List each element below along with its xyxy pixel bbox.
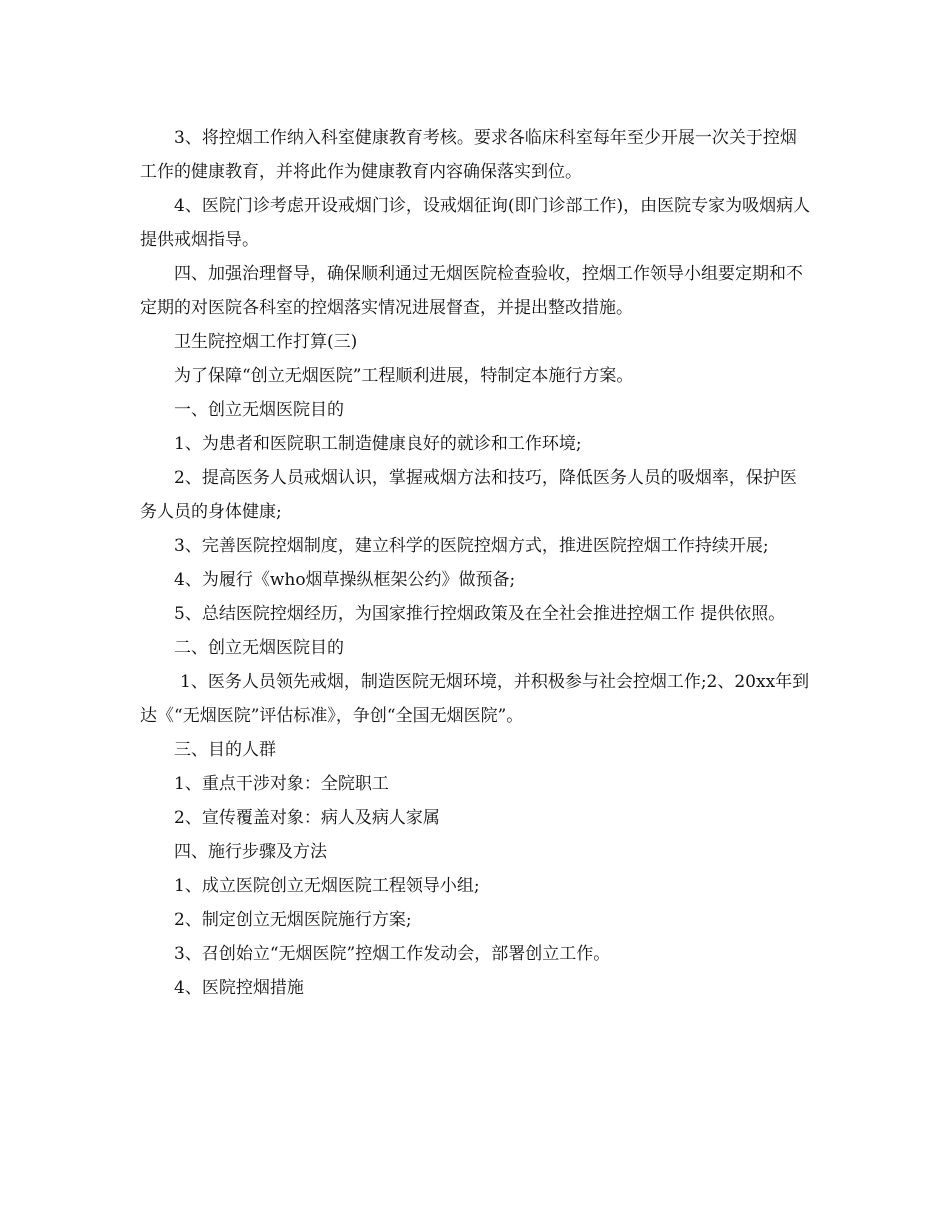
list-item: 4、为履行《who烟草操纵框架公约》做预备; [174, 570, 516, 590]
section-heading: 四、施行步骤及方法 [174, 842, 327, 862]
list-item: 3、完善医院控烟制度，建立科学的医院控烟方式，推进医院控烟工作持续开展; [174, 536, 769, 556]
paragraph: 四、加强治理督导，确保顺利通过无烟医院检查验收，控烟工作领导小组要定期和不定期的对医院各科室的控烟落实情况进展督查，并提出整改措施。 [140, 264, 803, 318]
section-heading: 三、目的人群 [174, 740, 276, 760]
paragraph: 3、将控烟工作纳入科室健康教育考核。要求各临床科室每年至少开展一次关于控烟工作的健康教育，并将此作为健康教育内容确保落实到位。 [140, 128, 797, 182]
list-item: 2、宣传覆盖对象：病人及病人家属 [174, 808, 440, 828]
list-item: 1、成立医院创立无烟医院工程领导小组; [174, 876, 480, 896]
list-item: 2、制定创立无烟医院施行方案; [174, 910, 412, 930]
list-item: 4、医院控烟措施 [174, 978, 304, 998]
paragraph: 为了保障“创立无烟医院”工程顺利进展，特制定本施行方案。 [174, 366, 634, 386]
list-item: 2、提高医务人员戒烟认识，掌握戒烟方法和技巧，降低医务人员的吸烟率，保护医务人员的身体健康; [140, 468, 797, 522]
list-item: 1、医务人员领先戒烟，制造医院无烟环境，并积极参与社会控烟工作;2、20xx年到达《“无烟医院”评估标准》，争创“全国无烟医院”。 [140, 672, 810, 726]
paragraph: 4、医院门诊考虑开设戒烟门诊，设戒烟征询(即门诊部工作)，由医院专家为吸烟病人提供戒烟指导。 [140, 196, 811, 250]
document-body [140, 121, 812, 1005]
section-heading: 一、创立无烟医院目的 [174, 400, 344, 420]
list-item: 1、为患者和医院职工制造健康良好的就诊和工作环境; [174, 434, 582, 454]
list-item: 3、召创始立“无烟医院”控烟工作发动会，部署创立工作。 [174, 944, 611, 964]
list-item: 5、总结医院控烟经历，为国家推行控烟政策及在全社会推进控烟工作 提供依照。 [174, 604, 786, 624]
section-heading: 卫生院控烟工作打算(三) [174, 332, 358, 352]
list-item: 1、重点干涉对象：全院职工 [174, 774, 389, 794]
section-heading: 二、创立无烟医院目的 [174, 638, 344, 658]
